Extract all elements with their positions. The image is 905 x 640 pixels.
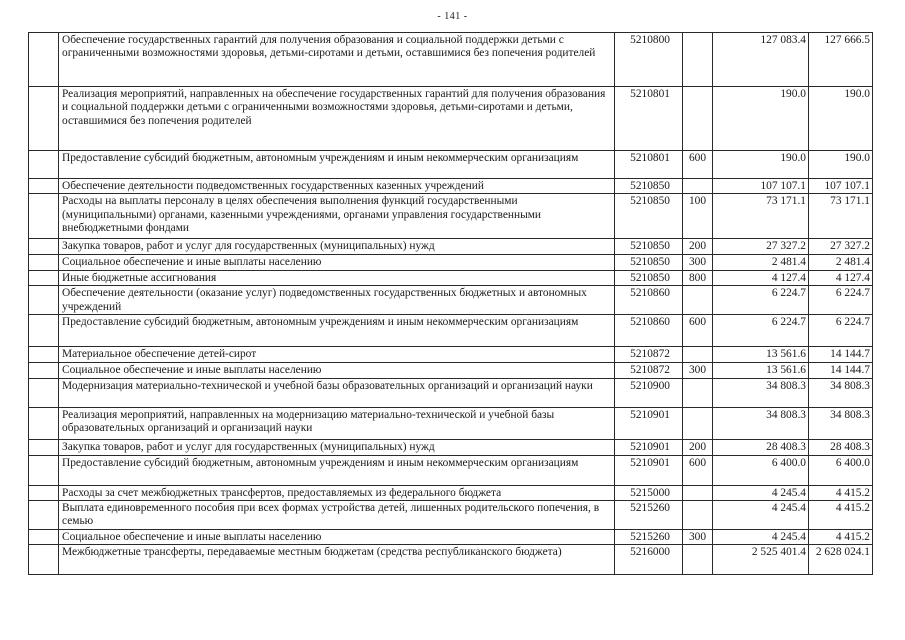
row-vr-cell	[683, 545, 713, 575]
row-index-cell	[29, 439, 59, 455]
table-row	[29, 239, 873, 255]
table-row	[29, 33, 873, 87]
row-value2-cell: 4 415.2	[809, 485, 873, 500]
row-name-cell: Выплата единовременного пособия при всех формах устройства детей, лишенных родительского попечения, в семью	[59, 501, 615, 530]
row-index-cell	[29, 455, 59, 485]
row-value2-cell: 190.0	[809, 151, 873, 179]
row-value1-cell: 4 127.4	[713, 270, 809, 285]
table-row	[29, 270, 873, 285]
row-code-cell: 5210901	[615, 455, 683, 485]
row-index-cell	[29, 407, 59, 439]
row-name-cell: Материальное обеспечение детей-сирот	[59, 347, 615, 363]
row-value2-cell: 107 107.1	[809, 179, 873, 194]
row-value1-cell: 4 245.4	[713, 530, 809, 545]
row-value1-cell: 2 525 401.4	[713, 545, 809, 575]
row-index-cell	[29, 347, 59, 363]
row-value2-cell: 73 171.1	[809, 194, 873, 239]
row-value2-cell: 2 628 024.1	[809, 545, 873, 575]
row-index-cell	[29, 33, 59, 87]
row-vr-cell: 200	[683, 239, 713, 255]
row-code-cell: 5210901	[615, 407, 683, 439]
table-row	[29, 151, 873, 179]
row-name-cell: Обеспечение государственных гарантий для получения образования и социальной поддержки детьми с ограниченными возможностями здоровья, детьми-сиротами и детьми, оставшимися без попечения родителей	[59, 33, 615, 87]
row-value1-cell: 190.0	[713, 87, 809, 151]
row-value2-cell: 6 400.0	[809, 455, 873, 485]
row-code-cell: 5210801	[615, 87, 683, 151]
table-row	[29, 485, 873, 500]
row-name-cell: Социальное обеспечение и иные выплаты населению	[59, 363, 615, 378]
row-vr-cell: 600	[683, 455, 713, 485]
row-code-cell: 5210850	[615, 179, 683, 194]
row-name-cell: Социальное обеспечение и иные выплаты населению	[59, 530, 615, 545]
row-value1-cell: 34 808.3	[713, 378, 809, 407]
row-code-cell: 5210850	[615, 194, 683, 239]
row-code-cell: 5210872	[615, 363, 683, 378]
row-index-cell	[29, 485, 59, 500]
row-index-cell	[29, 545, 59, 575]
row-code-cell: 5215260	[615, 501, 683, 530]
row-value1-cell: 2 481.4	[713, 255, 809, 270]
row-index-cell	[29, 378, 59, 407]
row-value2-cell: 14 144.7	[809, 347, 873, 363]
row-index-cell	[29, 286, 59, 315]
table-row	[29, 315, 873, 347]
row-value2-cell: 4 127.4	[809, 270, 873, 285]
table-row	[29, 501, 873, 530]
row-vr-cell: 300	[683, 363, 713, 378]
row-value2-cell: 2 481.4	[809, 255, 873, 270]
row-vr-cell	[683, 407, 713, 439]
row-value2-cell: 4 415.2	[809, 530, 873, 545]
row-value2-cell: 190.0	[809, 87, 873, 151]
row-index-cell	[29, 363, 59, 378]
row-code-cell: 5210901	[615, 439, 683, 455]
page-number: - 141 -	[437, 11, 468, 22]
row-code-cell: 5210801	[615, 151, 683, 179]
table-row	[29, 255, 873, 270]
row-code-cell: 5215260	[615, 530, 683, 545]
table-row	[29, 455, 873, 485]
row-value2-cell: 127 666.5	[809, 33, 873, 87]
row-vr-cell: 300	[683, 255, 713, 270]
row-code-cell: 5215000	[615, 485, 683, 500]
row-value2-cell: 34 808.3	[809, 378, 873, 407]
row-vr-cell: 600	[683, 151, 713, 179]
table-row	[29, 87, 873, 151]
row-value1-cell: 107 107.1	[713, 179, 809, 194]
table-row	[29, 439, 873, 455]
row-code-cell: 5210900	[615, 378, 683, 407]
row-value1-cell: 28 408.3	[713, 439, 809, 455]
row-vr-cell	[683, 501, 713, 530]
row-vr-cell: 200	[683, 439, 713, 455]
row-vr-cell	[683, 87, 713, 151]
row-value1-cell: 34 808.3	[713, 407, 809, 439]
row-code-cell: 5216000	[615, 545, 683, 575]
row-vr-cell: 600	[683, 315, 713, 347]
row-name-cell: Предоставление субсидий бюджетным, автономным учреждениям и иным некоммерческим организациям	[59, 455, 615, 485]
row-code-cell: 5210860	[615, 315, 683, 347]
table-row	[29, 407, 873, 439]
table-row	[29, 530, 873, 545]
row-code-cell: 5210850	[615, 255, 683, 270]
row-value2-cell: 6 224.7	[809, 286, 873, 315]
row-vr-cell	[683, 378, 713, 407]
row-name-cell: Расходы за счет межбюджетных трансфертов, предоставляемых из федерального бюджета	[59, 485, 615, 500]
row-value1-cell: 13 561.6	[713, 347, 809, 363]
row-name-cell: Реализация мероприятий, направленных на модернизацию материально-технической и учебной базы образовательных организаций и организаций науки	[59, 407, 615, 439]
row-value2-cell: 4 415.2	[809, 501, 873, 530]
row-vr-cell: 100	[683, 194, 713, 239]
table-row	[29, 363, 873, 378]
row-value1-cell: 27 327.2	[713, 239, 809, 255]
table-row	[29, 286, 873, 315]
row-value1-cell: 4 245.4	[713, 501, 809, 530]
row-value1-cell: 6 224.7	[713, 286, 809, 315]
row-name-cell: Обеспечение деятельности подведомственных государственных казенных учреждений	[59, 179, 615, 194]
table-row	[29, 378, 873, 407]
row-index-cell	[29, 270, 59, 285]
row-code-cell: 5210850	[615, 270, 683, 285]
row-index-cell	[29, 315, 59, 347]
row-vr-cell	[683, 179, 713, 194]
row-index-cell	[29, 87, 59, 151]
row-name-cell: Закупка товаров, работ и услуг для государственных (муниципальных) нужд	[59, 439, 615, 455]
row-index-cell	[29, 239, 59, 255]
row-index-cell	[29, 501, 59, 530]
row-value1-cell: 6 224.7	[713, 315, 809, 347]
row-name-cell: Обеспечение деятельности (оказание услуг) подведомственных государственных бюджетных и автономных учреждений	[59, 286, 615, 315]
row-index-cell	[29, 255, 59, 270]
row-index-cell	[29, 194, 59, 239]
row-name-cell: Иные бюджетные ассигнования	[59, 270, 615, 285]
row-index-cell	[29, 179, 59, 194]
row-value1-cell: 190.0	[713, 151, 809, 179]
row-vr-cell	[683, 347, 713, 363]
row-code-cell: 5210850	[615, 239, 683, 255]
row-vr-cell	[683, 286, 713, 315]
row-value1-cell: 73 171.1	[713, 194, 809, 239]
row-code-cell: 5210872	[615, 347, 683, 363]
row-name-cell: Предоставление субсидий бюджетным, автономным учреждениям и иным некоммерческим организациям	[59, 315, 615, 347]
row-name-cell: Реализация мероприятий, направленных на обеспечение государственных гарантий для получения образования и социальной поддержки детьми с ограниченными возможностями здоровья, детьми-сиротами и детьми, оставшимися без попечения родителей	[59, 87, 615, 151]
row-value2-cell: 6 224.7	[809, 315, 873, 347]
row-vr-cell	[683, 485, 713, 500]
row-value2-cell: 34 808.3	[809, 407, 873, 439]
row-name-cell: Модернизация материально-технической и учебной базы образовательных организаций и организаций науки	[59, 378, 615, 407]
budget-table-body	[29, 33, 873, 575]
row-value1-cell: 4 245.4	[713, 485, 809, 500]
row-name-cell: Закупка товаров, работ и услуг для государственных (муниципальных) нужд	[59, 239, 615, 255]
row-code-cell: 5210860	[615, 286, 683, 315]
row-name-cell: Межбюджетные трансферты, передаваемые местным бюджетам (средства республиканского бюджета)	[59, 545, 615, 575]
row-index-cell	[29, 151, 59, 179]
budget-table	[28, 32, 873, 575]
table-row	[29, 545, 873, 575]
row-name-cell: Социальное обеспечение и иные выплаты населению	[59, 255, 615, 270]
row-value1-cell: 6 400.0	[713, 455, 809, 485]
table-row	[29, 194, 873, 239]
row-value2-cell: 28 408.3	[809, 439, 873, 455]
row-name-cell: Предоставление субсидий бюджетным, автономным учреждениям и иным некоммерческим организациям	[59, 151, 615, 179]
row-vr-cell	[683, 33, 713, 87]
row-index-cell	[29, 530, 59, 545]
row-vr-cell: 800	[683, 270, 713, 285]
table-row	[29, 347, 873, 363]
row-value1-cell: 13 561.6	[713, 363, 809, 378]
table-row	[29, 179, 873, 194]
row-vr-cell: 300	[683, 530, 713, 545]
row-name-cell: Расходы на выплаты персоналу в целях обеспечения выполнения функций государственными (муниципальными) органами, казенными учреждениями, органами управления государственными внебюджетными фондами	[59, 194, 615, 239]
row-value2-cell: 27 327.2	[809, 239, 873, 255]
row-value2-cell: 14 144.7	[809, 363, 873, 378]
row-value1-cell: 127 083.4	[713, 33, 809, 87]
row-code-cell: 5210800	[615, 33, 683, 87]
